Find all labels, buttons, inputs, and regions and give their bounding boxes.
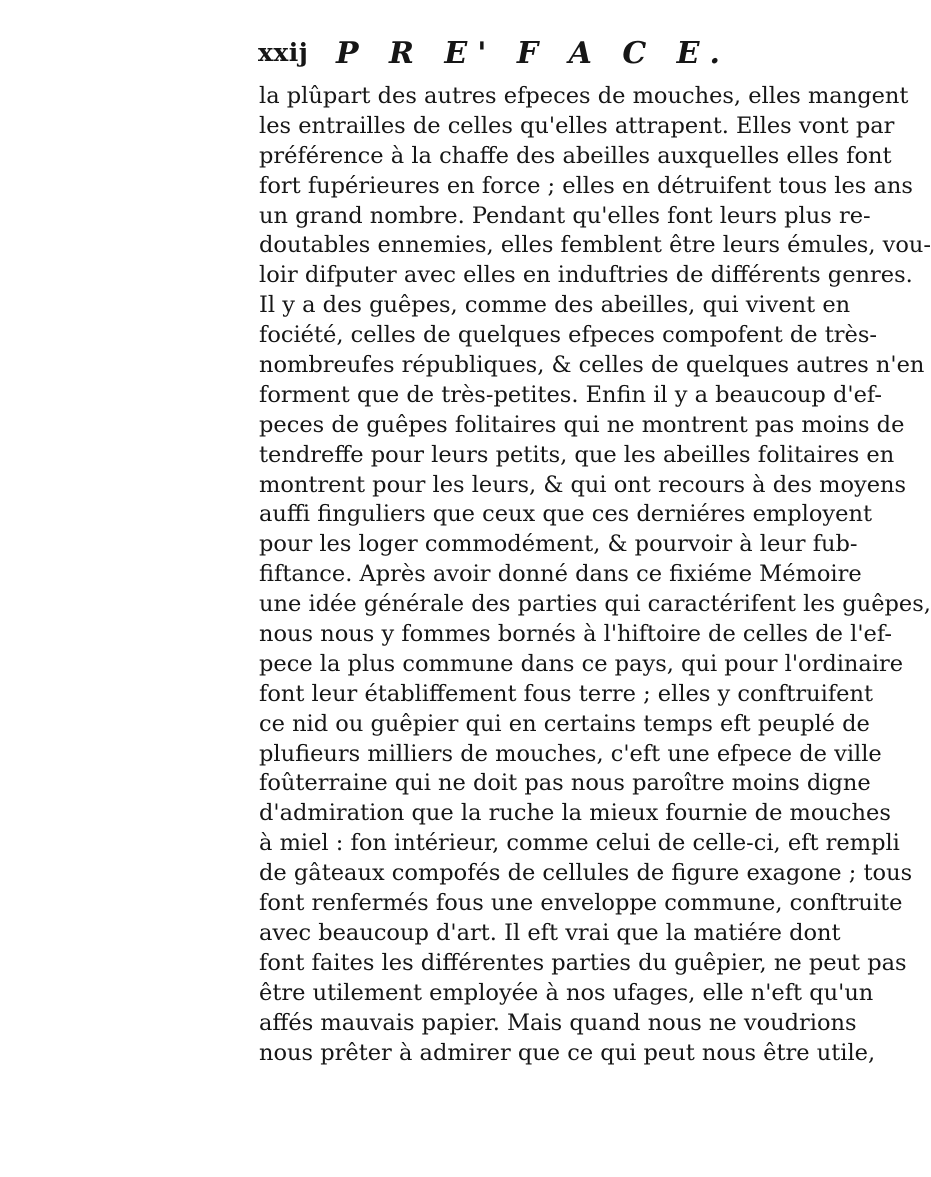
text-line: forment que de très-petites. Enfin il y a beaucoup d'ef- (259, 381, 883, 408)
text-line: nous nous y fommes bornés à l'hiftoire de celles de l'ef- (259, 621, 892, 648)
text-line: avec beaucoup d'art. Il eft vrai que la matiére dont (259, 919, 841, 946)
text-line: les entrailles de celles qu'elles attrapent. Elles vont par (259, 112, 895, 139)
text-line: préférence à la chaffe des abeilles auxquelles elles font (259, 142, 892, 169)
text-line: fociété, celles de quelques efpeces compofent de très- (259, 322, 878, 349)
text-line: font renfermés fous une enveloppe commune, conftruite (259, 890, 903, 917)
text-line: nombreufes républiques, & celles de quelques autres n'en (259, 352, 925, 379)
page-number: xxij (258, 38, 309, 67)
text-line: loir difputer avec elles en induftries de différents genres. (259, 262, 913, 289)
text-line: peces de guêpes folitaires qui ne montrent pas moins de (259, 411, 905, 438)
text-line: la plûpart des autres efpeces de mouches, elles mangent (259, 83, 909, 109)
running-head (258, 38, 778, 78)
body-text (259, 82, 931, 1068)
text-line: foûterraine qui ne doit pas nous paroître moins digne (259, 770, 871, 797)
text-line: de gâteaux compofés de cellules de figure exagone ; tous (259, 860, 913, 887)
text-line: affés mauvais papier. Mais quand nous ne voudrions (259, 1009, 857, 1036)
text-line: Il y a des guêpes, comme des abeilles, qui vivent en (259, 292, 851, 319)
text-line: fort fupérieures en force ; elles en détruifent tous les ans (259, 172, 913, 199)
text-line: font leur établiffement fous terre ; elles y conftruifent (259, 680, 874, 707)
text-line: doutables ennemies, elles femblent être leurs émules, vou- (259, 232, 931, 259)
text-line: plufieurs milliers de mouches, c'eft une efpece de ville (259, 740, 882, 767)
text-line: une idée générale des parties qui caractérifent les guêpes, (259, 591, 931, 618)
text-line: tendreffe pour leurs petits, que les abeilles folitaires en (259, 441, 895, 468)
text-line: font faites les différentes parties du guêpier, ne peut pas (259, 949, 907, 976)
text-line: un grand nombre. Pendant qu'elles font leurs plus re- (259, 202, 871, 229)
text-line: à miel : fon intérieur, comme celui de celle-ci, eft rempli (259, 830, 900, 857)
text-line: ce nid ou guêpier qui en certains temps eft peuplé de (259, 710, 870, 737)
text-line: être utilement employée à nos ufages, elle n'eft qu'un (259, 979, 874, 1006)
running-title: P R E' F A C E. (336, 36, 730, 71)
text-line: d'admiration que la ruche la mieux fournie de mouches (259, 800, 891, 827)
text-line: pece la plus commune dans ce pays, qui pour l'ordinaire (259, 650, 904, 677)
text-line: fiftance. Après avoir donné dans ce fixiéme Mémoire (259, 561, 862, 588)
text-line: pour les loger commodément, & pourvoir à leur fub- (259, 531, 858, 558)
text-line: nous prêter à admirer que ce qui peut nous être utile, (259, 1039, 876, 1066)
text-line: auffi finguliers que ceux que ces derniéres employent (259, 501, 872, 528)
text-line: montrent pour les leurs, & qui ont recours à des moyens (259, 471, 907, 498)
